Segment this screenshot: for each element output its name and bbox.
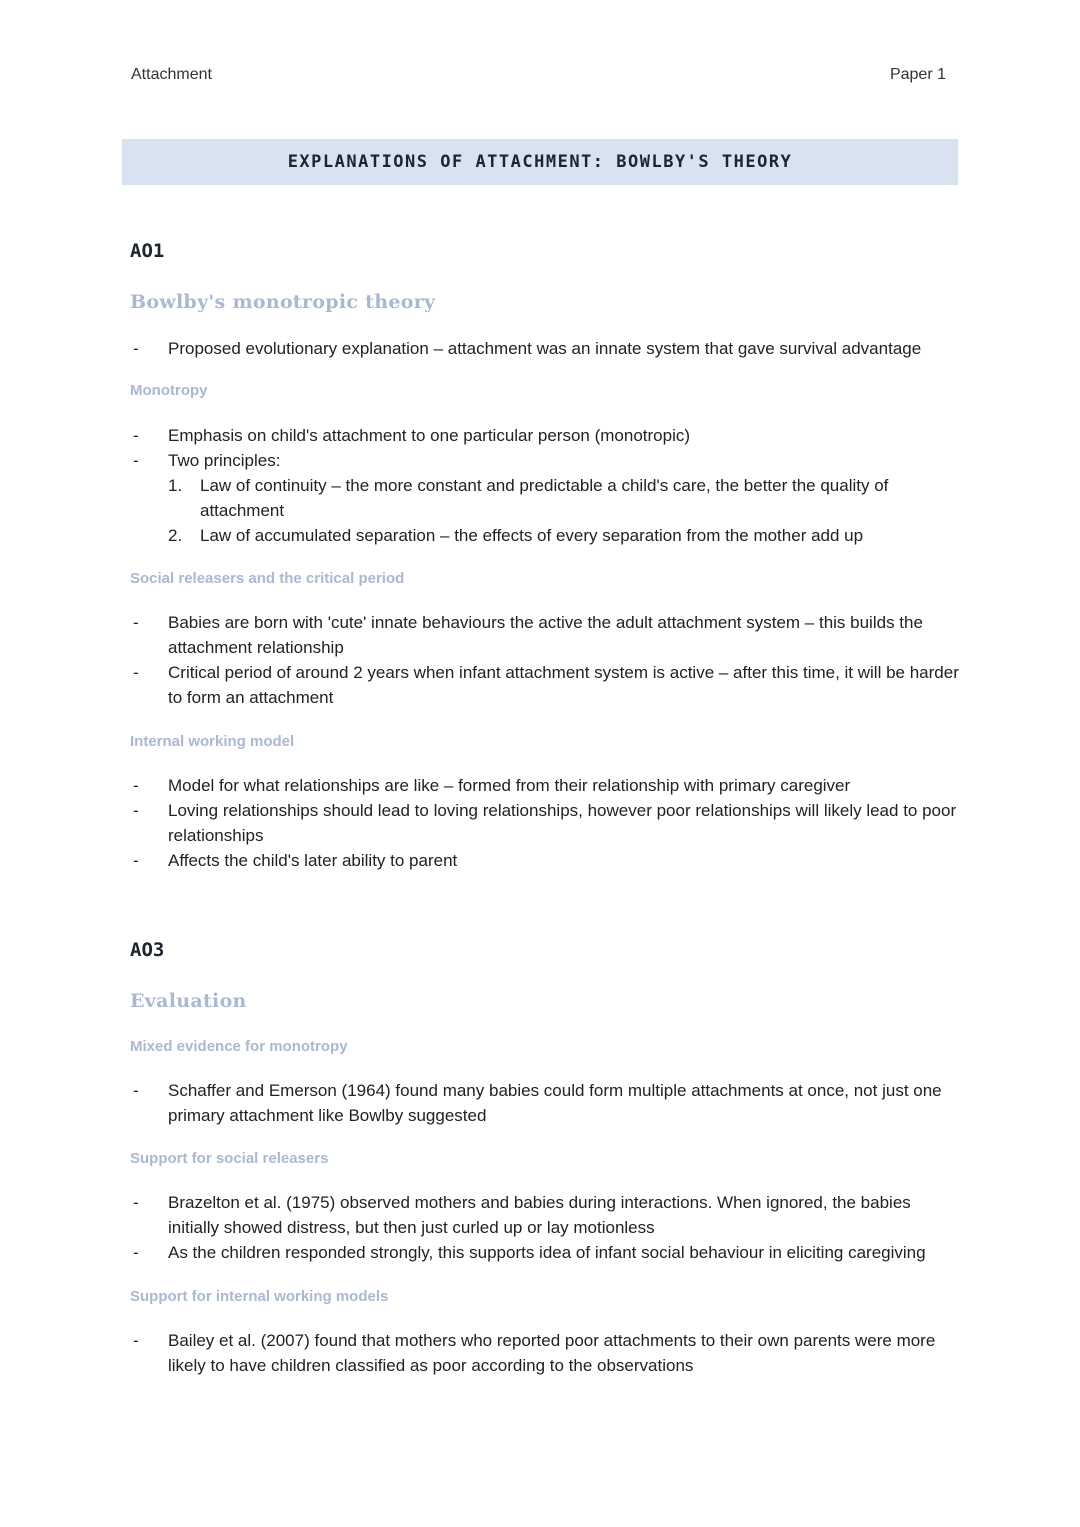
list-item: - Babies are born with 'cute' innate behaviours the active the adult attachment system – this builds the attachment relationship [130, 610, 960, 660]
list-item: - Affects the child's later ability to parent [130, 848, 960, 873]
list-item: - Critical period of around 2 years when infant attachment system is active – after this time, it will be harder to form an attachment [130, 660, 960, 710]
list-item: - Emphasis on child's attachment to one particular person (monotropic) [130, 423, 960, 448]
heading-social-releasers: Social releasers and the critical period [130, 570, 405, 587]
bullet-dash: - [133, 1081, 139, 1100]
section-code-ao3: AO3 [130, 939, 165, 961]
list-item: 1. Law of continuity – the more constant and predictable a child's care, the better the quality of attachment [168, 476, 889, 520]
bullet-dash: - [133, 451, 139, 470]
list-item: - Brazelton et al. (1975) observed mothers and babies during interactions. When ignored, the babies initially showed distress, but then just curled up or lay motionless [130, 1190, 960, 1240]
list-item: - Proposed evolutionary explanation – attachment was an innate system that gave survival advantage [130, 336, 960, 361]
bullet-dash: - [133, 776, 139, 795]
bullet-dash: - [133, 339, 139, 358]
header-left: Attachment [131, 66, 212, 83]
heading-monotropic-theory: Bowlby's monotropic theory [130, 291, 436, 313]
heading-monotropy: Monotropy [130, 382, 208, 399]
intro-list [130, 336, 960, 361]
list-item: - Loving relationships should lead to loving relationships, however poor relationships will likely lead to poor relationships [130, 798, 960, 848]
header-right: Paper 1 [889, 66, 946, 83]
mixed-list [130, 1078, 960, 1128]
heading-support-social-releasers: Support for social releasers [130, 1150, 329, 1167]
support-social-list [130, 1190, 960, 1265]
heading-mixed-evidence: Mixed evidence for monotropy [130, 1038, 348, 1055]
list-item: - Two principles: 1. Law of continuity – the more constant and predictable a child's care, the better the quality of attachment 2. Law of accumulated separation – the effects of every separation from the mother add up [130, 448, 960, 548]
list-item: - Model for what relationships are like – formed from their relationship with primary caregiver [130, 773, 960, 798]
bullet-dash: - [133, 1243, 139, 1262]
support-iwm-list [130, 1328, 960, 1378]
bullet-dash: - [133, 663, 139, 682]
heading-evaluation: Evaluation [130, 990, 247, 1012]
list-item: - Schaffer and Emerson (1964) found many babies could form multiple attachments at once, not just one primary attachment like Bowlby suggested [130, 1078, 960, 1128]
section-code-ao1: AO1 [130, 240, 165, 262]
title-bar [122, 139, 958, 185]
social-list [130, 610, 960, 710]
principles-list [168, 473, 960, 548]
bullet-dash: - [133, 613, 139, 632]
heading-internal-working-model: Internal working model [130, 733, 295, 750]
bullet-dash: - [133, 851, 139, 870]
bullet-dash: - [133, 1331, 139, 1350]
bullet-dash: - [133, 426, 139, 445]
list-item: - Bailey et al. (2007) found that mothers who reported poor attachments to their own parents were more likely to have children classified as poor according to the observations [130, 1328, 960, 1378]
list-item: - As the children responded strongly, this supports idea of infant social behaviour in eliciting caregiving [130, 1240, 960, 1265]
bullet-dash: - [133, 801, 139, 820]
list-item: 2. Law of accumulated separation – the effects of every separation from the mother add up [168, 526, 864, 545]
page-title: EXPLANATIONS OF ATTACHMENT: BOWLBY'S THEORY [287, 152, 793, 172]
iwm-list [130, 773, 960, 873]
monotropy-list [130, 423, 960, 548]
heading-support-iwm: Support for internal working models [130, 1288, 389, 1305]
bullet-dash: - [133, 1193, 139, 1212]
